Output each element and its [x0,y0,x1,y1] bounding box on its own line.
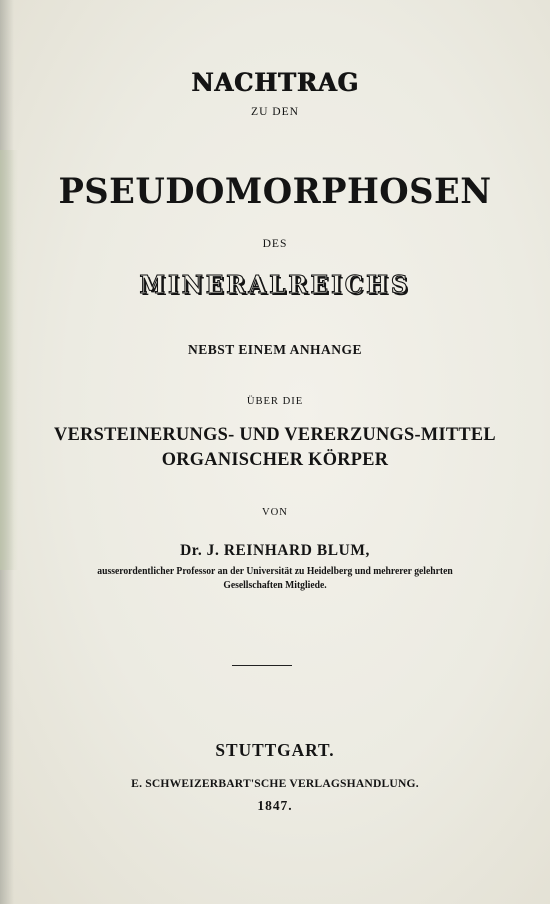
author-description-2: Gesellschaften Mitgliede. [223,580,327,591]
topic-line-1: VERSTEINERUNGS- UND VERERZUNGS-MITTEL [54,424,496,445]
title-mineralreichs: MINERALREICHS [139,270,411,299]
title-nachtrag: NACHTRAG [191,68,359,97]
author-description-1: ausserordentlicher Professor an der Universität zu Heidelberg und mehrerer gelehrten [97,566,453,577]
connector-des: DES [262,236,288,250]
subtitle-anhang: NEBST EINEM ANHANGE [188,343,362,358]
imprint-city: STUTTGART. [215,740,335,760]
author-name: Dr. J. REINHARD BLUM, [180,542,370,559]
imprint-year: 1847. [257,799,293,814]
connector-zu-den: ZU DEN [251,104,299,118]
connector-von: VON [262,506,288,518]
divider-rule [232,665,292,666]
imprint-publisher: E. SCHWEIZERBART'SCHE VERLAGSHANDLUNG. [131,776,419,790]
title-pseudomorphosen: PSEUDOMORPHOSEN [58,171,492,212]
topic-line-2: ORGANISCHER KÖRPER [161,449,389,470]
connector-ueber-die: ÜBER DIE [246,395,304,407]
